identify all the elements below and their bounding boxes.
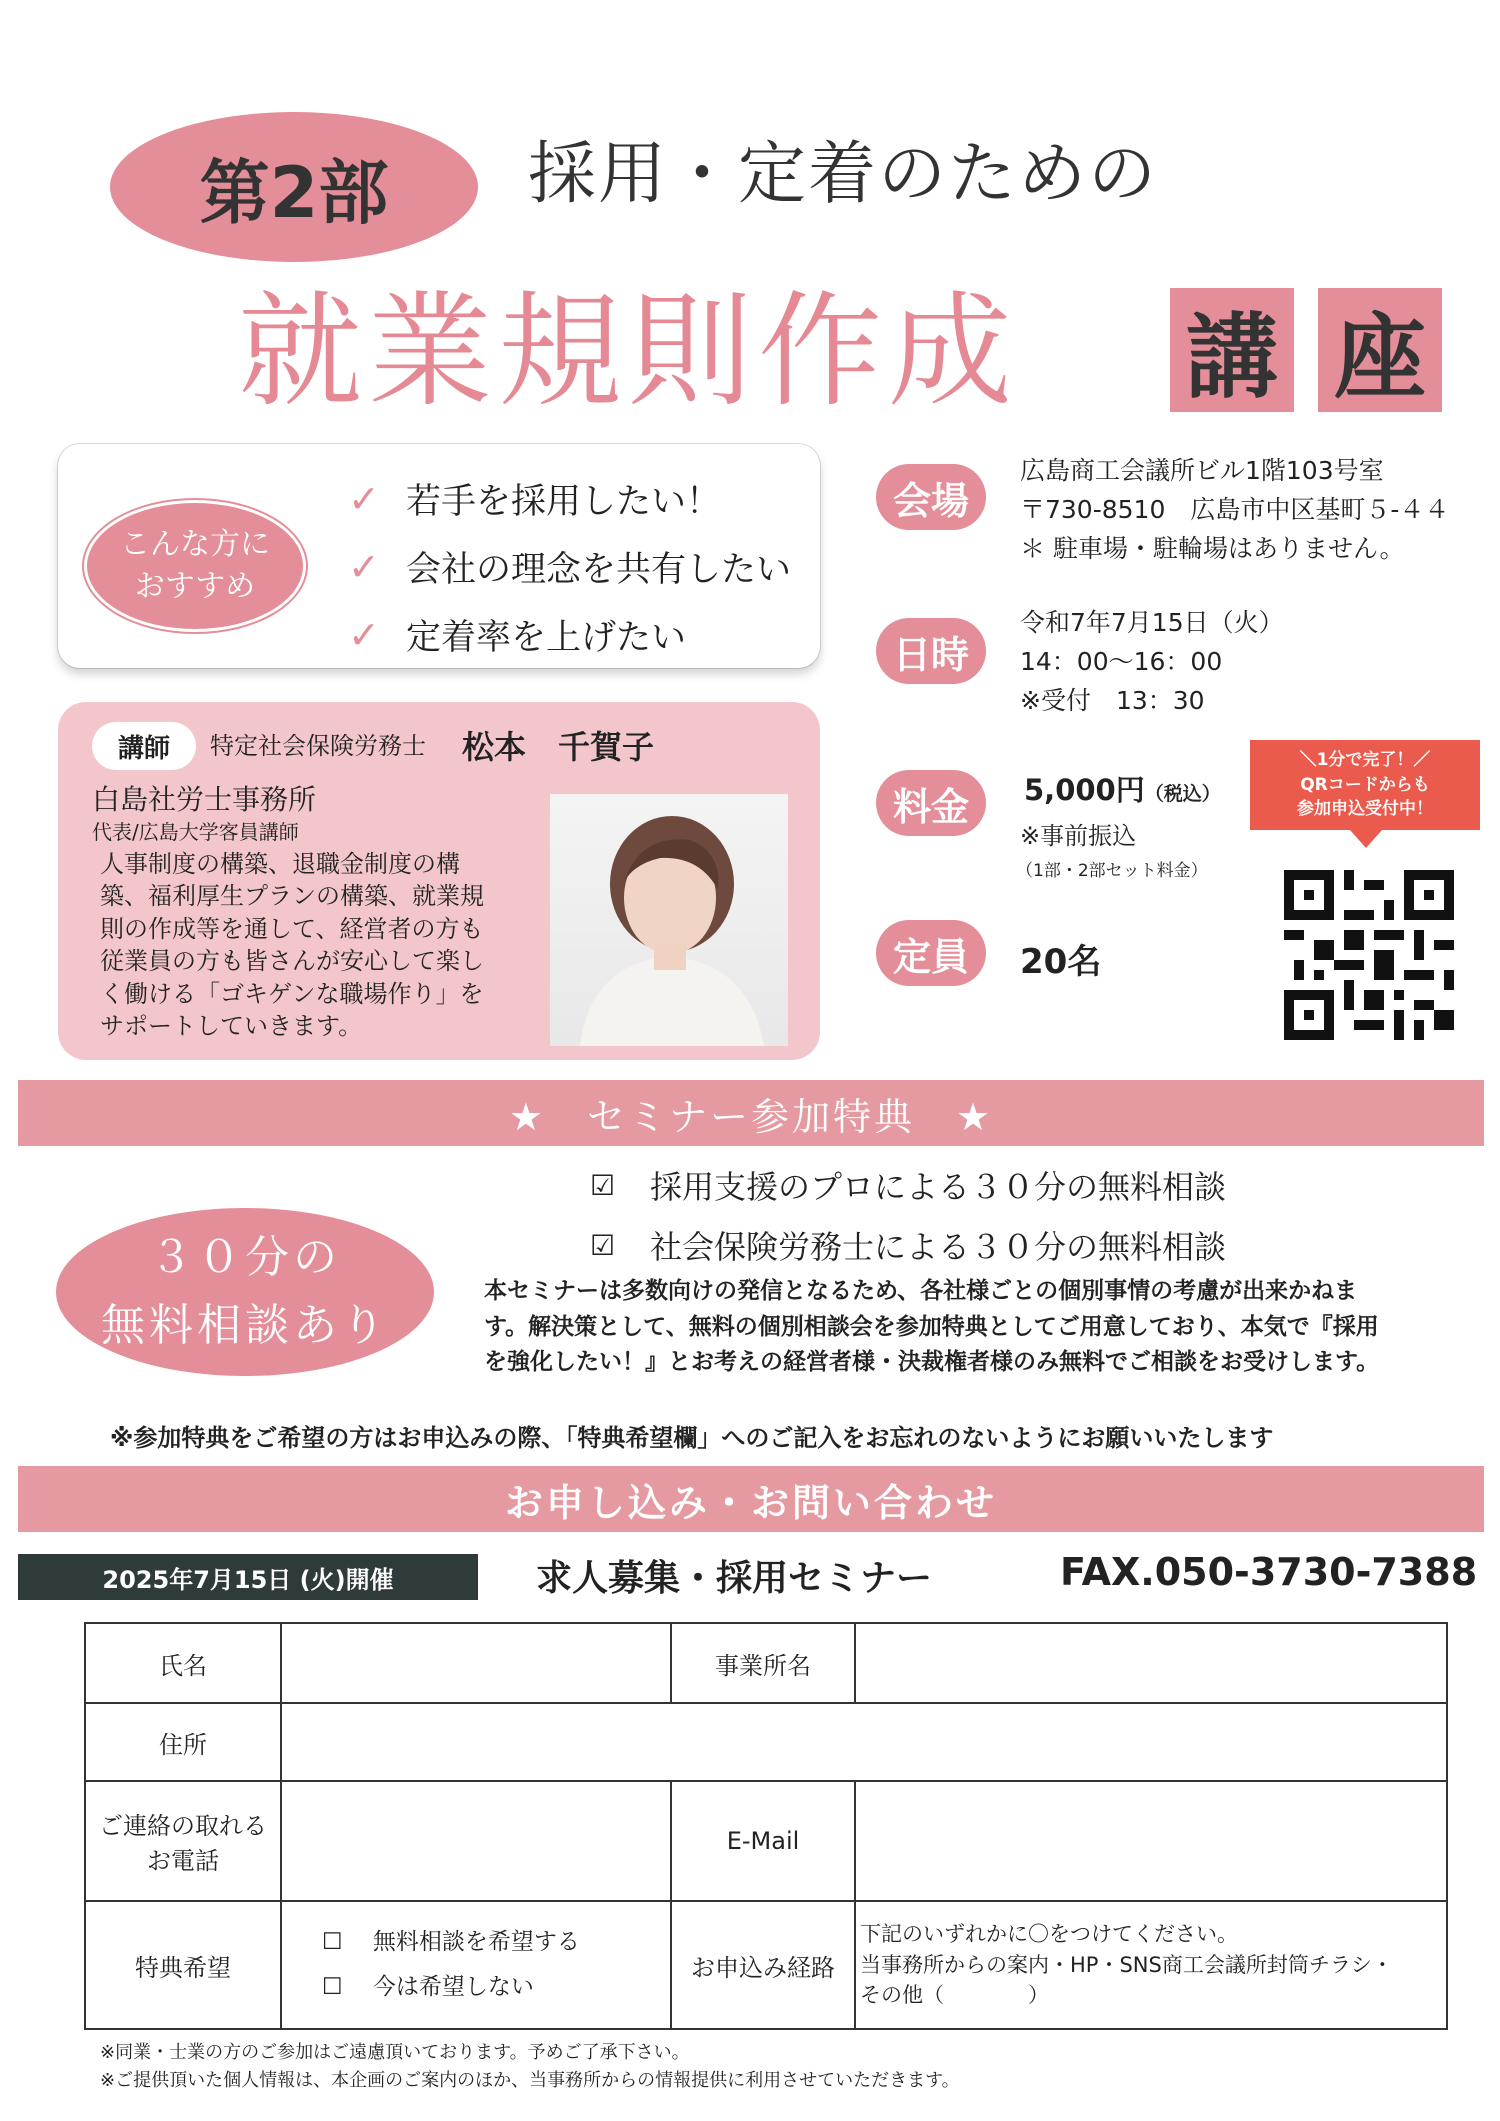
fee-tag: 料金	[876, 770, 986, 836]
footer-note: ※ご提供頂いた個人情報は、本企画のご案内のほか、当事務所からの情報提供に利用させていただきます。	[100, 2070, 960, 2091]
route-line: その他（ ）	[860, 1983, 1049, 2008]
qr-callout-line: QRコードからも	[1300, 774, 1430, 795]
phone-field[interactable]	[281, 1781, 671, 1901]
bio-line: サポートしていきます。	[100, 1011, 363, 1040]
instructor-badge: 講師	[92, 722, 196, 770]
benefit-description	[484, 1274, 1484, 1381]
venue-line: ＊ 駐車場・駐輪場はありません。	[1020, 533, 1405, 563]
phone-label-line1: ご連絡の取れる	[99, 1812, 267, 1840]
fee-set-note: （1部・2部セット料金）	[1016, 861, 1208, 881]
route-label: お申込み経路	[671, 1901, 855, 2029]
benefit-item-text: 採用支援のプロによる３０分の無料相談	[650, 1168, 1227, 1206]
free-consult-badge	[56, 1208, 434, 1376]
company-label: 事業所名	[671, 1623, 855, 1703]
kouza-char-1: 講	[1170, 288, 1294, 412]
free-consult-line1: ３０分の	[149, 1231, 341, 1283]
check-icon: ✓	[348, 545, 380, 589]
fee-note: ※事前振込	[1020, 822, 1137, 850]
recommend-item-text: 定着率を上げたい	[406, 618, 687, 658]
kouza-char-2: 座	[1318, 288, 1442, 412]
bio-line: 築、福利厚生プランの構築、就業規	[100, 882, 484, 911]
benefit-request-options	[281, 1901, 671, 2029]
route-field[interactable]	[855, 1901, 1447, 2029]
bio-line: く働ける「ゴキゲンな職場作り」を	[100, 979, 484, 1008]
benefit-item	[590, 1162, 1226, 1208]
application-form	[84, 1622, 1448, 2030]
venue-info	[1020, 452, 1449, 568]
checkbox-icon: ☑	[590, 1168, 616, 1202]
venue-line: 広島商工会議所ビル1階103号室	[1020, 456, 1384, 485]
benefit-item-text: 社会保険労務士による３０分の無料相談	[650, 1228, 1227, 1266]
name-field[interactable]	[281, 1623, 671, 1703]
date-line: 令和7年7月15日（火）	[1020, 608, 1284, 637]
benefit-bar: ★ セミナー参加特典 ★	[18, 1080, 1484, 1146]
application-bar: お申し込み・お問い合わせ	[18, 1466, 1484, 1532]
instructor-name: 松本 千賀子	[462, 728, 655, 766]
bio-line: 則の作成等を通して、経営者の方も	[100, 914, 484, 943]
capacity-tag: 定員	[876, 920, 986, 986]
instructor-role: 代表/広島大学客員講師	[92, 820, 299, 844]
bio-line: 従業員の方も皆さんが安心して楽し	[100, 947, 484, 976]
bio-line: 人事制度の構築、退職金制度の構	[100, 850, 460, 878]
part-badge: 第2部	[110, 112, 478, 262]
recommend-item-text: 若手を採用したい！	[406, 482, 722, 522]
qr-callout-line: 参加申込受付中！	[1297, 799, 1433, 820]
name-label: 氏名	[85, 1623, 281, 1703]
consult-no-checkbox[interactable]: ☐ 今は希望しない	[322, 1974, 534, 2000]
benefit-para-line: す。解決策として、無料の個別相談会を参加特典としてご用意しており、本気で『採用	[484, 1313, 1379, 1340]
instructor-photo	[550, 794, 788, 1046]
venue-line: 〒730-8510 広島市中区基町５-４４	[1020, 494, 1450, 524]
check-icon: ✓	[348, 613, 380, 657]
recommend-item	[348, 474, 721, 524]
route-line: 下記のいずれかに〇をつけてください。	[860, 1922, 1238, 1947]
subtitle: 採用・定着のための	[528, 135, 1159, 214]
phone-label	[85, 1781, 281, 1901]
address-label: 住所	[85, 1703, 281, 1781]
date-line: ※受付 13：30	[1020, 685, 1205, 715]
benefit-para-line: を強化したい！』とお考えの経営者様・決裁権者様のみ無料でご相談をお受けします。	[484, 1349, 1380, 1376]
email-field[interactable]	[855, 1781, 1447, 1901]
recommend-badge-line2: おすすめ	[134, 569, 256, 604]
fax-number[interactable]: FAX.050-3730-7388	[1060, 1550, 1478, 1594]
company-field[interactable]	[855, 1623, 1447, 1703]
phone-label-line2: お電話	[147, 1847, 219, 1875]
benefit-note: ※参加特典をご希望の方はお申込みの際、「特典希望欄」へのご記入をお忘れのないようにお願いいたします	[110, 1424, 1274, 1452]
recommend-item	[348, 542, 791, 592]
recommend-item	[348, 610, 686, 660]
address-field[interactable]	[281, 1703, 1447, 1781]
date-line: 14：00～16：00	[1020, 646, 1223, 676]
recommend-item-text: 会社の理念を共有したい	[406, 550, 792, 590]
benefit-request-label: 特典希望	[85, 1901, 281, 2029]
check-icon: ✓	[348, 477, 380, 521]
benefit-item	[590, 1222, 1226, 1268]
recommend-badge	[84, 500, 306, 632]
route-line: 当事務所からの案内・HP・SNS商工会議所封筒チラシ・	[860, 1952, 1393, 1977]
email-label: E-Mail	[671, 1781, 855, 1901]
benefit-para-line: 本セミナーは多数向けの発信となるため、各社様ごとの個別事情の考慮が出来かねま	[484, 1278, 1358, 1304]
recommend-badge-line1: こんな方に	[120, 527, 270, 562]
form-title: 求人募集・採用セミナー	[536, 1558, 933, 1599]
free-consult-line2: 無料相談あり	[101, 1300, 389, 1351]
fee-value: 5,000円	[1024, 773, 1145, 807]
instructor-bio	[100, 848, 484, 1042]
fee-amount	[1024, 768, 1221, 809]
venue-tag: 会場	[876, 464, 986, 530]
checkbox-icon: ☑	[590, 1228, 616, 1262]
event-date-band: 2025年7月15日 (火)開催	[18, 1554, 478, 1600]
qr-callout-line: ＼1分で完了！／	[1299, 750, 1431, 770]
capacity-value: 20名	[1020, 942, 1102, 982]
page-title: 就業規則作成	[238, 280, 1019, 424]
fee-tax: （税込）	[1144, 783, 1221, 805]
qr-callout	[1250, 740, 1480, 830]
qr-code[interactable]	[1284, 870, 1454, 1040]
date-tag: 日時	[876, 618, 986, 684]
date-info	[1020, 604, 1284, 720]
footer-note: ※同業・士業の方のご参加はご遠慮頂いております。予めご了承下さい。	[100, 2042, 690, 2063]
instructor-title: 特定社会保険労務士	[210, 732, 426, 760]
instructor-office: 白島社労士事務所	[92, 783, 317, 816]
consult-yes-checkbox[interactable]: ☐ 無料相談を希望する	[322, 1929, 580, 1956]
